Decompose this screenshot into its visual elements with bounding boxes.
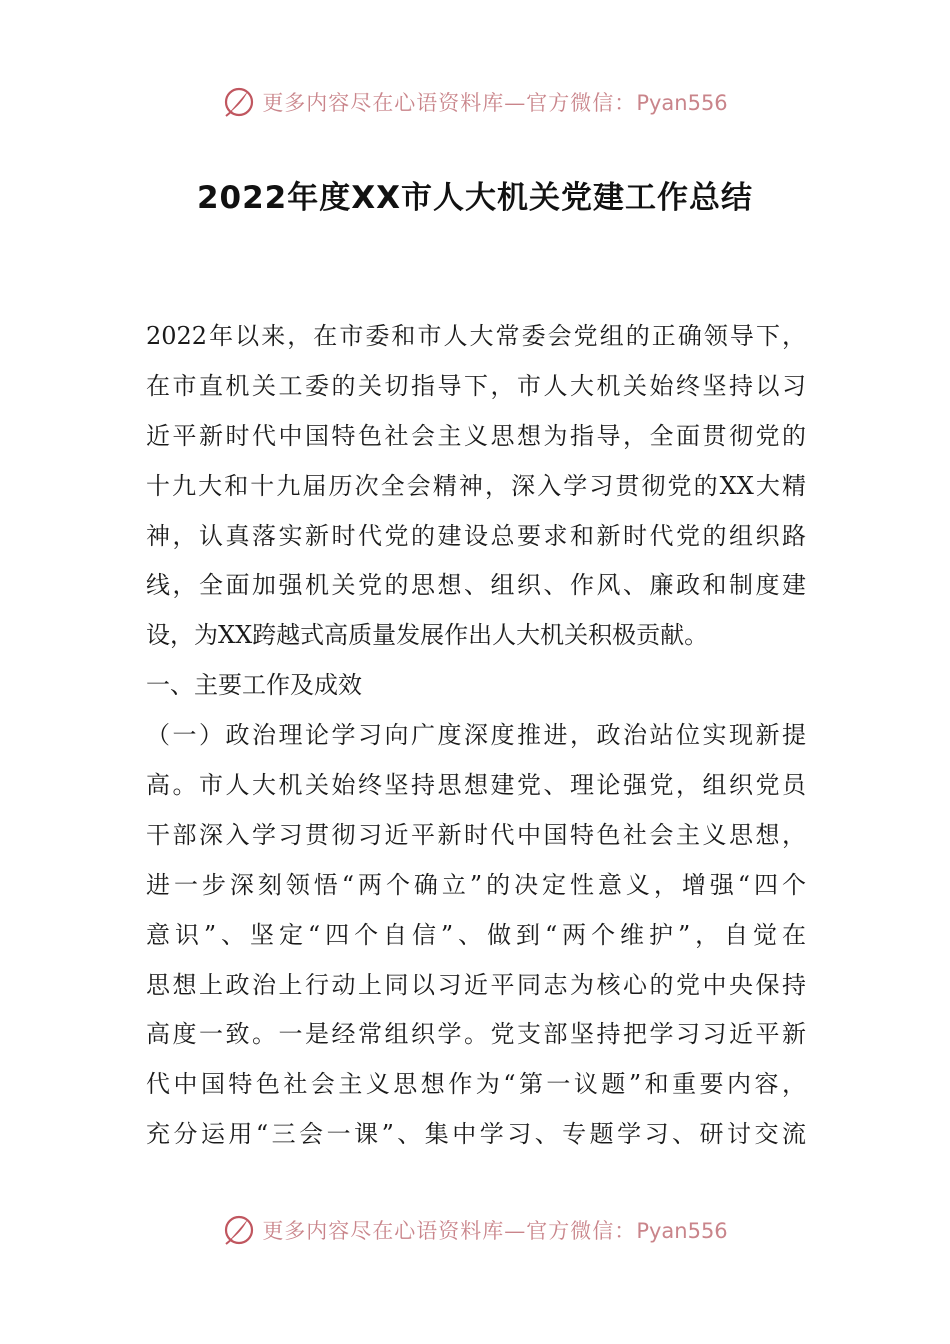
section-heading: 一、主要工作及成效 [146, 671, 362, 700]
text-line: 神，认真落实新时代党的建设总要求和新时代党的组织路 [146, 521, 806, 550]
watermark-wechat-id: Pyan556 [636, 91, 728, 115]
watermark-text: 更多内容尽在心语资料库—官方微信：Pyan556 [262, 1219, 728, 1243]
document-body [146, 312, 806, 1160]
text-line: 线，全面加强机关党的思想、组织、作风、廉政和制度建 [146, 571, 806, 600]
text-line: 代中国特色社会主义思想作为“第一议题”和重要内容， [146, 1070, 806, 1099]
document-title: 2022年度XX市人大机关党建工作总结 [196, 180, 754, 216]
text-line: 高度一致。一是经常组织学。党支部坚持把学习习近平新 [146, 1020, 806, 1049]
quill-logo-icon [222, 85, 256, 119]
watermark-wechat-id: Pyan556 [636, 1219, 728, 1243]
text-line: 十九大和十九届历次全会精神，深入学习贯彻党的XX大精 [146, 471, 806, 500]
text-line: 意识”、坚定“四个自信”、做到“两个维护”，自觉在 [146, 920, 806, 949]
text-line: 干部深入学习贯彻习近平新时代中国特色社会主义思想， [146, 820, 806, 849]
header-watermark [0, 80, 950, 124]
text-line: 思想上政治上行动上同以习近平同志为核心的党中央保持 [146, 970, 806, 999]
text-line: 近平新时代中国特色社会主义思想为指导，全面贯彻党的 [146, 421, 806, 450]
quill-logo-icon [222, 1213, 256, 1247]
text-line: 2022年以来，在市委和市人大常委会党组的正确领导下， [146, 322, 806, 350]
text-line: 设，为XX跨越式高质量发展作出人大机关积极贡献。 [146, 621, 709, 650]
text-line: （一）政治理论学习向广度深度推进，政治站位实现新提 [146, 721, 806, 750]
watermark-text: 更多内容尽在心语资料库—官方微信：Pyan556 [262, 91, 728, 115]
text-line: 进一步深刻领悟“两个确立”的决定性意义，增强“四个 [146, 870, 806, 899]
footer-watermark [0, 1208, 950, 1252]
text-line: 高。市人大机关始终坚持思想建党、理论强党，组织党员 [146, 771, 806, 800]
text-line: 充分运用“三会一课”、集中学习、专题学习、研讨交流 [146, 1120, 806, 1149]
text-line: 在市直机关工委的关切指导下，市人大机关始终坚持以习 [146, 371, 806, 400]
